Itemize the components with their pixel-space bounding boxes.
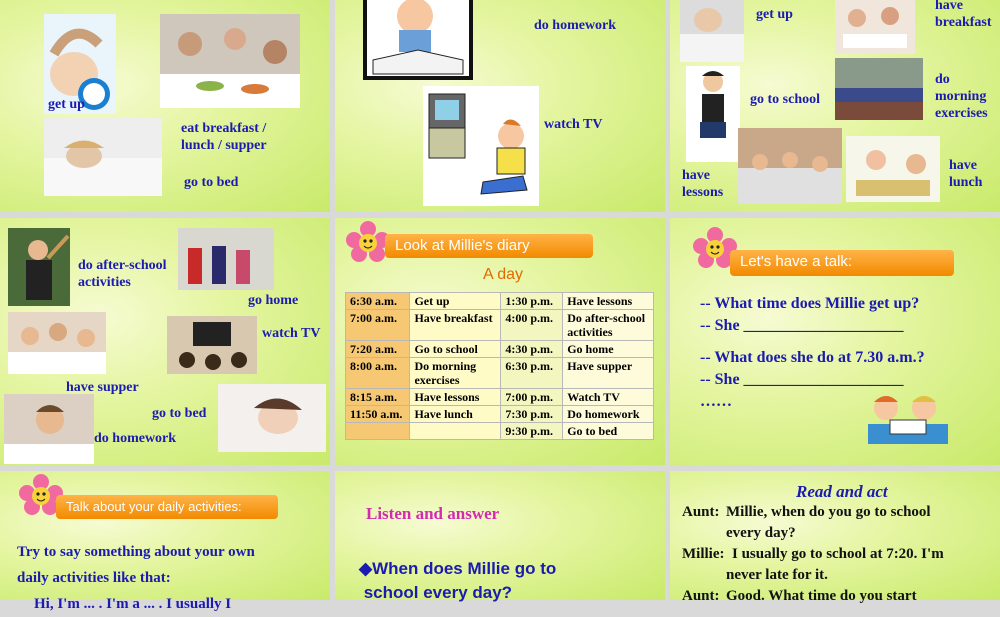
boy-homework-cartoon-image — [363, 0, 473, 80]
answer-blank-1: -- She ____________________ — [700, 317, 904, 334]
diary-activity-pm: Go to bed — [563, 423, 654, 440]
instruction-line-1: Try to say something about your own — [17, 544, 255, 560]
slide-listen-and-answer[interactable] — [335, 471, 665, 600]
label-watch-tv: watch TV — [262, 326, 321, 341]
kids-reading-cartoon-image — [862, 390, 954, 450]
label-watch-tv: watch TV — [544, 117, 603, 132]
diary-activity-am: Get up — [410, 293, 501, 310]
diary-activity-pm: Go home — [563, 341, 654, 358]
diary-row — [346, 358, 654, 389]
family-eating-breakfast-image — [835, 0, 915, 54]
students-in-classroom-image — [738, 128, 842, 204]
boy-baseball-image — [8, 228, 70, 306]
daily-activities-banner: Talk about your daily activities: — [56, 495, 278, 519]
instruction-line-2: daily activities like that: — [17, 570, 171, 586]
diary-time-pm: 4:00 p.m. — [501, 310, 563, 341]
diary-time-am — [346, 423, 410, 440]
diary-time-am: 8:00 a.m. — [346, 358, 410, 389]
diary-schedule-table — [345, 292, 654, 440]
label-get-up: get up — [756, 7, 793, 22]
label-eat-meals: eat breakfast / lunch / supper — [181, 121, 267, 153]
listen-title: Listen and answer — [366, 504, 500, 523]
slide-read-and-act[interactable] — [670, 471, 1000, 604]
boy-doing-homework-image — [4, 394, 94, 464]
diary-activity-am: Have lessons — [410, 389, 501, 406]
diary-activity-am: Go to school — [410, 341, 501, 358]
diary-time-pm: 7:00 p.m. — [501, 389, 563, 406]
diary-time-pm: 4:30 p.m. — [501, 341, 563, 358]
diary-time-pm: 7:30 p.m. — [501, 406, 563, 423]
diary-activity-pm: Have lessons — [563, 293, 654, 310]
diary-row — [346, 389, 654, 406]
answer-blank-2: -- She ____________________ — [700, 371, 904, 388]
listen-question: ◆When does Millie go to school every day? — [359, 559, 557, 602]
diary-banner: Look at Millie's diary — [385, 234, 593, 258]
kids-going-home-image — [178, 228, 274, 290]
dialogue-line-2: every day? — [726, 525, 796, 541]
diary-time-am: 8:15 a.m. — [346, 389, 410, 406]
label-get-up: get up — [48, 97, 85, 112]
diary-activity-pm: Do after-school activities — [563, 310, 654, 341]
dialogue-line-1: Millie, when do you go to school — [726, 504, 931, 520]
instruction-line-3: Hi, I'm ... . I'm a ... . I usually I — [34, 596, 232, 612]
diary-activity-pm: Watch TV — [563, 389, 654, 406]
family-breakfast-image — [160, 14, 300, 108]
girl-sleeping-image — [218, 384, 326, 452]
slide-have-a-talk[interactable] — [670, 218, 1000, 465]
slide-daily-routine-2[interactable] — [335, 0, 665, 212]
question-7-30: -- What does she do at 7.30 a.m.? — [700, 349, 925, 366]
dialogue-line-3: I usually go to school at 7:20. I'm — [732, 546, 944, 562]
diary-activity-am: Have lunch — [410, 406, 501, 423]
boy-watching-tv-cartoon-image — [423, 86, 539, 206]
diary-activity-am: Do morning exercises — [410, 358, 501, 389]
slide-daily-routine-3[interactable] — [670, 0, 1000, 212]
slide-talk-daily-activities[interactable] — [0, 471, 330, 612]
morning-exercises-image — [835, 58, 923, 120]
diary-activity-pm: Have supper — [563, 358, 654, 389]
diary-row — [346, 310, 654, 341]
read-act-title: Read and act — [796, 482, 888, 501]
diary-activity-am: Have breakfast — [410, 310, 501, 341]
slide-daily-routine-1[interactable] — [0, 0, 330, 212]
dialogue-line-5: Good. What time do you start — [726, 588, 917, 604]
diary-row — [346, 406, 654, 423]
dialogue-speaker-aunt-2: Aunt: — [682, 588, 720, 604]
talk-banner: Let's have a talk: — [730, 250, 954, 276]
diary-activity-am — [410, 423, 501, 440]
students-having-lunch-image — [846, 136, 940, 202]
sleeping-woman-image — [44, 118, 162, 196]
label-go-to-bed: go to bed — [184, 175, 239, 190]
dialogue-speaker-aunt: Aunt: — [682, 504, 720, 520]
label-have-lunch: have lunch — [949, 158, 983, 190]
label-do-homework: do homework — [94, 431, 177, 446]
label-have-supper: have supper — [66, 380, 139, 395]
label-do-homework: do homework — [534, 18, 617, 33]
diary-time-am: 11:50 a.m. — [346, 406, 410, 423]
girl-going-to-school-image — [686, 66, 740, 162]
ellipsis-text: …… — [700, 393, 732, 410]
diary-row — [346, 293, 654, 310]
diary-time-pm: 6:30 p.m. — [501, 358, 563, 389]
label-have-breakfast: have breakfast — [935, 0, 992, 30]
diary-time-pm: 9:30 p.m. — [501, 423, 563, 440]
label-morning-exercises: do morning exercises — [935, 72, 988, 121]
diary-subtitle: A day — [483, 266, 524, 283]
diary-time-am: 6:30 a.m. — [346, 293, 410, 310]
kids-watching-tv-image — [167, 316, 257, 374]
girl-getting-up-image — [680, 0, 744, 62]
label-after-school-activities: do after-school activities — [78, 258, 167, 290]
diary-time-am: 7:00 a.m. — [346, 310, 410, 341]
diary-row — [346, 341, 654, 358]
diary-time-am: 7:20 a.m. — [346, 341, 410, 358]
diary-activity-pm: Do homework — [563, 406, 654, 423]
label-go-home: go home — [248, 293, 299, 308]
label-go-to-school: go to school — [750, 92, 820, 107]
dialogue-speaker-millie: Millie: — [682, 546, 725, 562]
label-go-to-bed: go to bed — [152, 406, 207, 421]
question-get-up: -- What time does Millie get up? — [700, 295, 920, 312]
diary-row — [346, 423, 654, 440]
slide-daily-routine-4[interactable] — [0, 218, 330, 465]
family-supper-image — [8, 312, 106, 374]
slide-millies-diary[interactable] — [335, 218, 665, 465]
label-have-lessons: have lessons — [682, 168, 724, 200]
diary-time-pm: 1:30 p.m. — [501, 293, 563, 310]
dialogue-line-4: never late for it. — [726, 567, 828, 583]
